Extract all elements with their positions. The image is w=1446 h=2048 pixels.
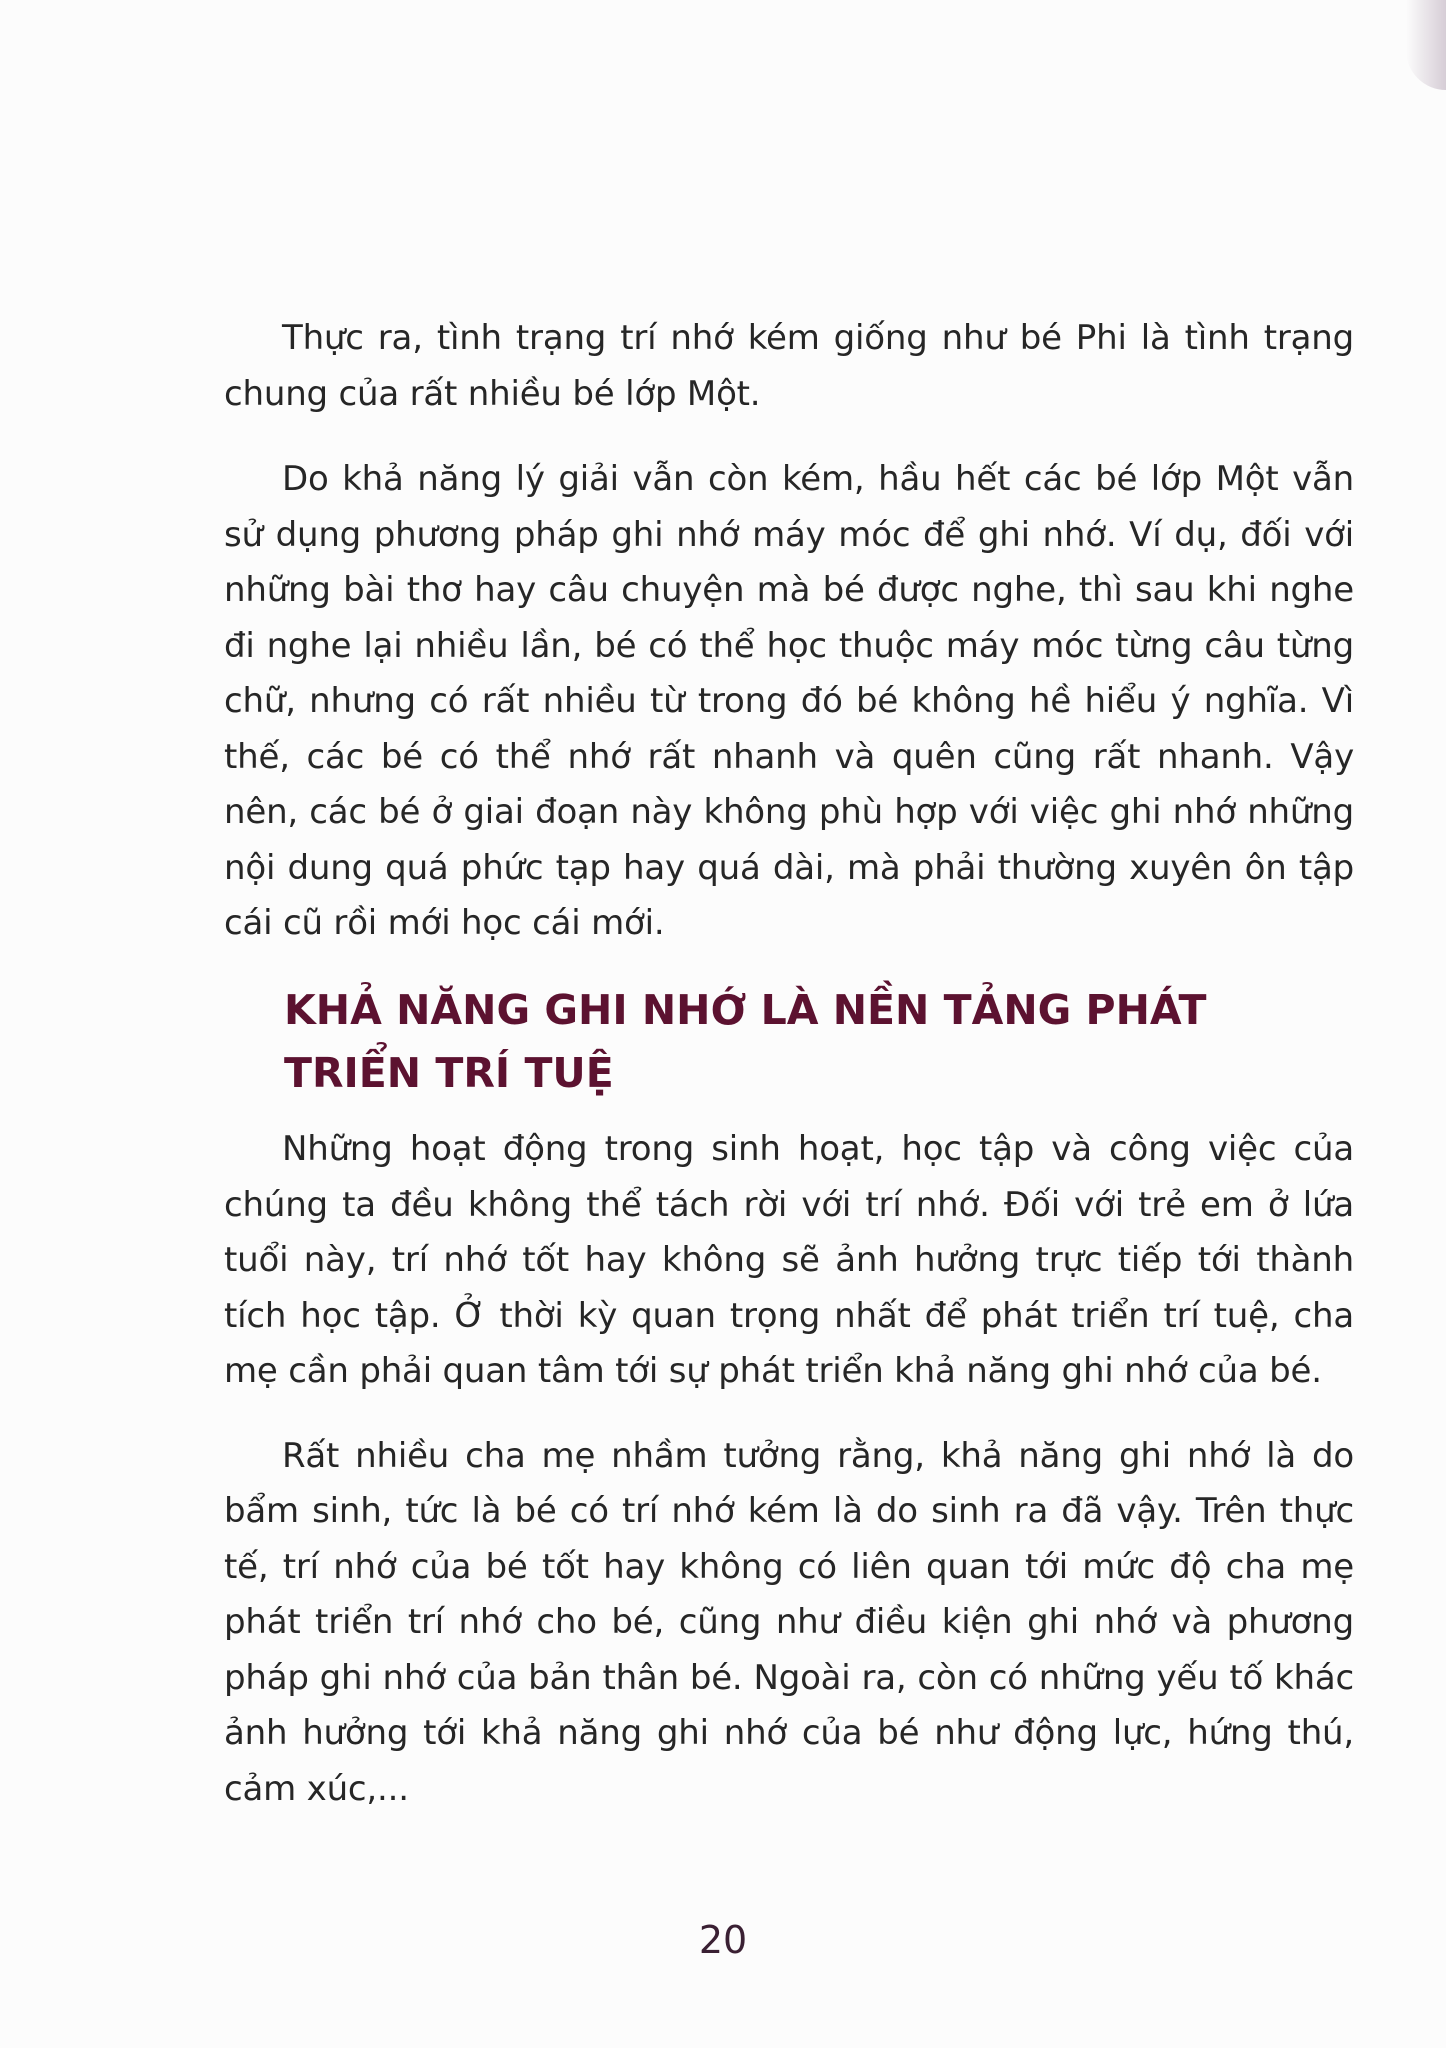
top-text-block	[224, 311, 1354, 952]
paragraph-misconception: Rất nhiều cha mẹ nhầm tưởng rằng, khả năng ghi nhớ là do bẩm sinh, tức là bé có trí nhớ kém là do sinh ra đã vậy. Trên thực tế, trí nhớ của bé tốt hay không có liên quan tới mức độ cha mẹ phát triển trí nhớ cho bé, cũng như điều kiện ghi nhớ và phương pháp ghi nhớ của bản thân bé. Ngoài ra, còn có những yếu tố khác ảnh hưởng tới khả năng ghi nhớ của bé như động lực, hứng thú, cảm xúc,...	[224, 1435, 1354, 1809]
section-block	[224, 979, 1354, 1817]
paragraph-memory-foundation: Những hoạt động trong sinh hoạt, học tập và công việc của chúng ta đều không thể tách rời với trí nhớ. Đối với trẻ em ở lứa tuổi này, trí nhớ tốt hay không sẽ ảnh hưởng trực tiếp tới thành tích học tập. Ở thời kỳ quan trọng nhất để phát triển trí tuệ, cha mẹ cần phải quan tâm tới sự phát triển khả năng ghi nhớ của bé.	[224, 1129, 1354, 1391]
paragraph-intro: Thực ra, tình trạng trí nhớ kém giống như bé Phi là tình trạng chung của rất nhiều bé lớp Một.	[224, 318, 1354, 414]
page-corner-shadow	[1406, 0, 1446, 90]
section-heading: KHẢ NĂNG GHI NHỚ LÀ NỀN TẢNG PHÁT TRIỂN TRÍ TUỆ	[284, 986, 1207, 1097]
page-number: 20	[698, 1918, 748, 1962]
paragraph-rote-memory: Do khả năng lý giải vẫn còn kém, hầu hết các bé lớp Một vẫn sử dụng phương pháp ghi nhớ máy móc để ghi nhớ. Ví dụ, đối với những bài thơ hay câu chuyện mà bé được nghe, thì sau khi nghe đi nghe lại nhiều lần, bé có thể học thuộc máy móc từng câu từng chữ, nhưng có rất nhiều từ trong đó bé không hề hiểu ý nghĩa. Vì thế, các bé có thể nhớ rất nhanh và quên cũng rất nhanh. Vậy nên, các bé ở giai đoạn này không phù hợp với việc ghi nhớ những nội dung quá phức tạp hay quá dài, mà phải thường xuyên ôn tập cái cũ rồi mới học cái mới.	[224, 459, 1354, 943]
